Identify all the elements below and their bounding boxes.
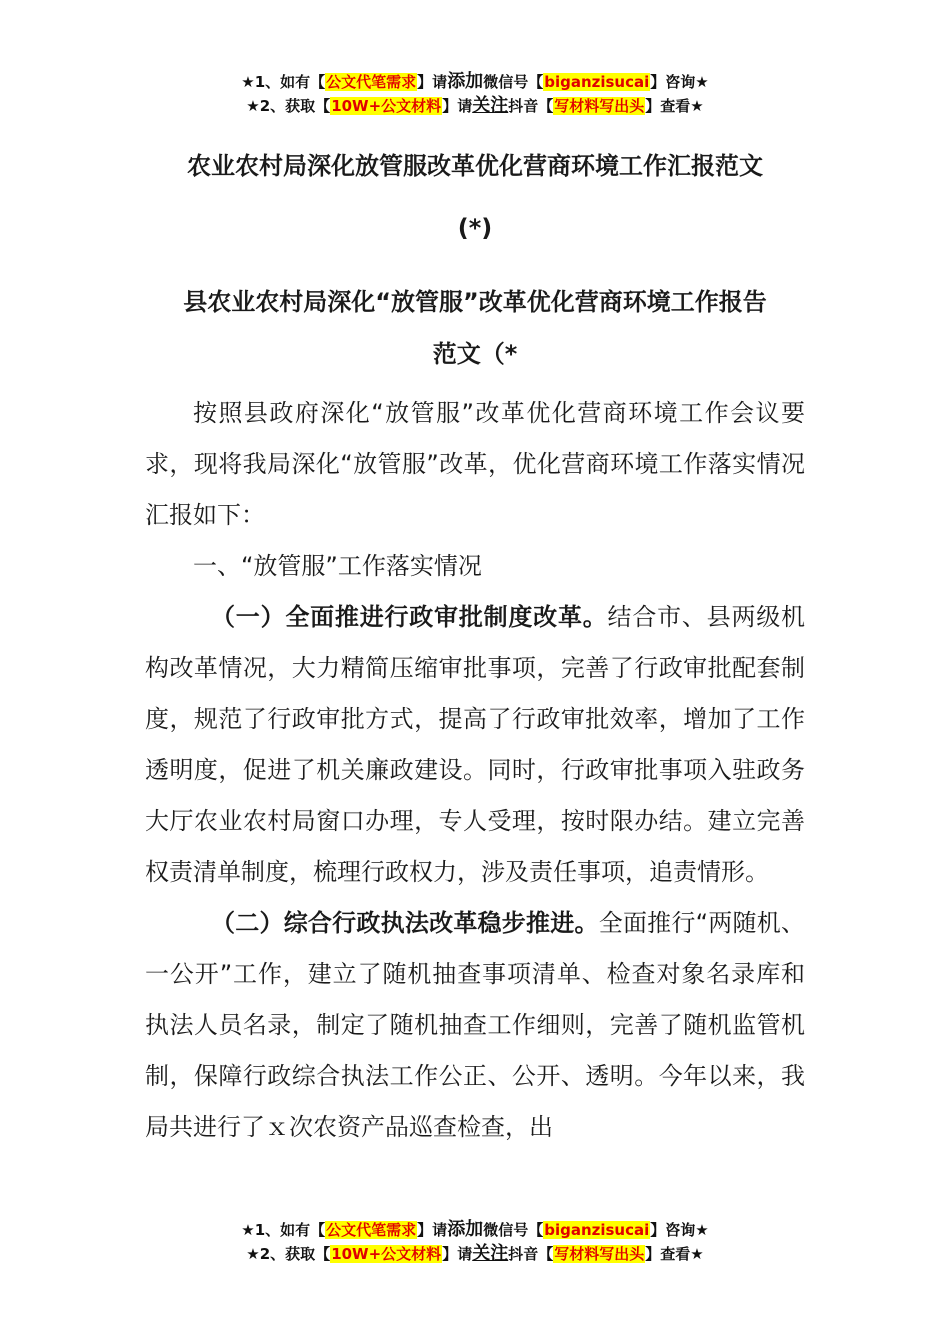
banner-emphasis: 添加 [447, 71, 484, 92]
banner-text: ★2、获取【 [246, 97, 331, 115]
banner-line-1 [0, 1218, 950, 1242]
section-heading: 一、“放管服”工作落实情况 [193, 552, 482, 580]
bottom-banner [0, 1218, 950, 1266]
banner-text: 】查看★ [645, 97, 704, 115]
document-title: 农业农村局深化放管服改革优化营商环境工作汇报范文 [187, 152, 763, 180]
banner-line-2 [0, 94, 950, 118]
item-paragraph-2 [145, 898, 805, 1153]
banner-text: 微信号【 [483, 73, 544, 91]
banner-text: 】咨询★ [650, 1221, 709, 1239]
banner-highlight: 公文代笔需求 [326, 73, 417, 91]
banner-text: 】请 [417, 73, 448, 91]
document-subtitle: 县农业农村局深化“放管服”改革优化营商环境工作报告 [183, 288, 767, 316]
banner-line-2 [0, 1242, 950, 1266]
top-banner [0, 70, 950, 118]
banner-text: 】请 [417, 1221, 448, 1239]
banner-highlight: 10W+公文材料 [331, 97, 442, 115]
banner-text: ★1、如有【 [241, 73, 326, 91]
banner-text: 】请 [442, 1245, 473, 1263]
banner-text: ★2、获取【 [246, 1245, 331, 1263]
document-subtitle-suffix: 范文（* [432, 340, 518, 368]
banner-text: 抖音【 [508, 1245, 554, 1263]
item-paragraph-1 [145, 592, 805, 898]
banner-highlight: 10W+公文材料 [331, 1245, 442, 1263]
document-body [145, 388, 805, 1153]
banner-highlight: biganzisucai [544, 73, 650, 91]
banner-emphasis: 关注 [472, 95, 509, 116]
item-heading: （一）全面推进行政审批制度改革。 [211, 603, 608, 631]
banner-text: 】查看★ [645, 1245, 704, 1263]
banner-text: ★1、如有【 [241, 1221, 326, 1239]
banner-emphasis: 关注 [472, 1243, 509, 1264]
banner-highlight: 写材料写出头 [554, 97, 645, 115]
banner-text: 】请 [442, 97, 473, 115]
document-title-suffix: (*) [457, 214, 493, 242]
item-text: 全面推行“两随机、一公开”工作，建立了随机抽查事项清单、检查对象名录库和执法人员名录，制定了随机抽查工作细则，完善了随机监管机制，保障行政综合执法工作公正、公开、透明。今年以来，我局共进行了ｘ次农资产品巡查检查，出 [145, 909, 806, 1141]
item-text: 结合市、县两级机构改革情况，大力精简压缩审批事项，完善了行政审批配套制度，规范了行政审批方式，提高了行政审批效率，增加了工作透明度，促进了机关廉政建设。同时，行政审批事项入驻政务大厅农业农村局窗口办理，专人受理，按时限办结。建立完善权责清单制度，梳理行政权力，涉及责任事项，追责情形。 [145, 603, 806, 886]
banner-highlight: 公文代笔需求 [326, 1221, 417, 1239]
banner-highlight: biganzisucai [544, 1221, 650, 1239]
banner-text: 抖音【 [508, 97, 554, 115]
banner-line-1 [0, 70, 950, 94]
intro-paragraph: 按照县政府深化“放管服”改革优化营商环境工作会议要求，现将我局深化“放管服”改革，优化营商环境工作落实情况汇报如下： [145, 399, 805, 529]
banner-text: 】咨询★ [650, 73, 709, 91]
banner-emphasis: 添加 [447, 1219, 484, 1240]
banner-highlight: 写材料写出头 [554, 1245, 645, 1263]
banner-text: 微信号【 [483, 1221, 544, 1239]
item-heading: （二）综合行政执法改革稳步推进。 [211, 909, 599, 937]
